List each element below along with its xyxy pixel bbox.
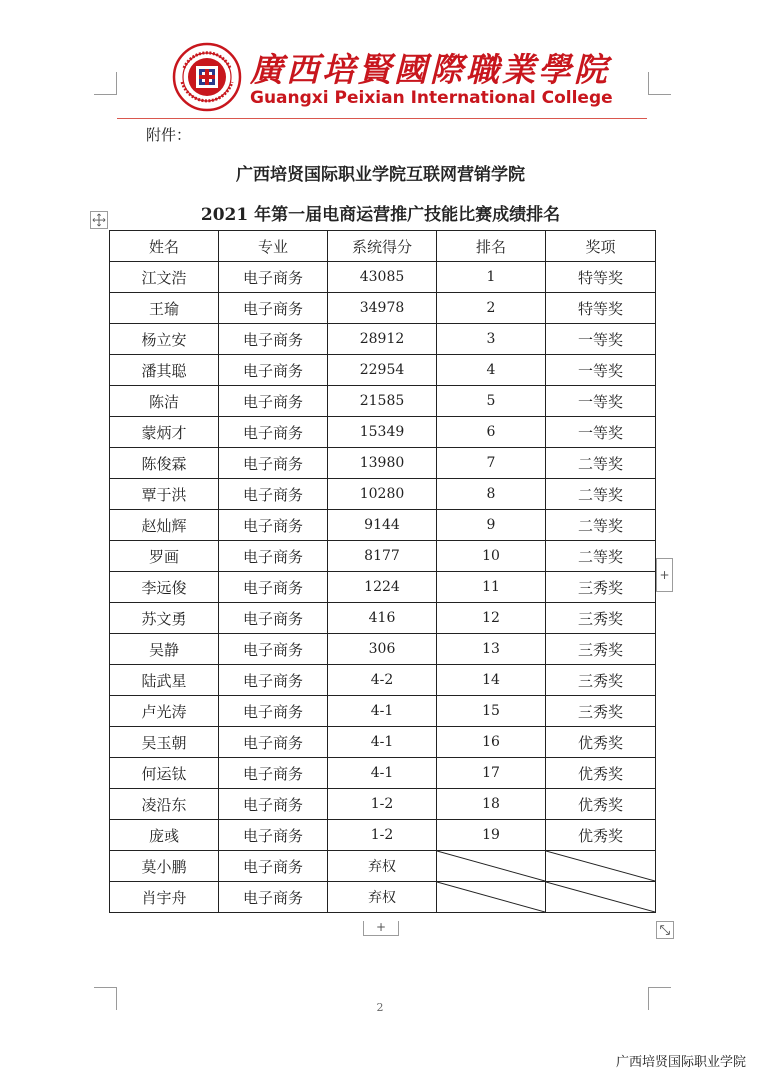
crop-mark-bottom-right [648,987,671,1010]
table-row [110,510,656,541]
diagonal-strike [546,882,655,912]
college-name-cn: 廣西培賢國際職業學院 [250,50,610,89]
cell-score: 1224 [328,572,437,603]
cell-rank: 2 [437,293,546,324]
cell-award: 优秀奖 [546,727,656,758]
cell-name: 蒙炳才 [110,417,219,448]
cell-award: 优秀奖 [546,820,656,851]
cell-name: 李远俊 [110,572,219,603]
cell-name: 何运钛 [110,758,219,789]
cell-rank: 8 [437,479,546,510]
header-major: 专业 [219,231,328,262]
cell-rank: 18 [437,789,546,820]
page-header [172,40,613,114]
table-row [110,417,656,448]
cell-major: 电子商务 [219,603,328,634]
cell-name: 江文浩 [110,262,219,293]
cell-name: 陈洁 [110,386,219,417]
cell-name: 莫小鹏 [110,851,219,882]
cell-major: 电子商务 [219,696,328,727]
header-rule [117,118,647,119]
footer-watermark-text: 广西培贤国际职业学院 [615,1055,746,1070]
cell-name: 吴静 [110,634,219,665]
cell-rank: 13 [437,634,546,665]
header-award: 奖项 [546,231,656,262]
crop-mark-top-right [648,72,671,95]
header-name: 姓名 [110,231,219,262]
cell-rank [437,882,546,913]
cell-score: 43085 [328,262,437,293]
cell-major: 电子商务 [219,479,328,510]
cell-score: 13980 [328,448,437,479]
cell-score: 10280 [328,479,437,510]
cell-rank: 17 [437,758,546,789]
header-rank: 排名 [437,231,546,262]
cell-award: 优秀奖 [546,789,656,820]
cell-award: 二等奖 [546,448,656,479]
cell-major: 电子商务 [219,386,328,417]
cell-award: 一等奖 [546,355,656,386]
cell-name: 潘其聪 [110,355,219,386]
cell-score: 9144 [328,510,437,541]
resize-icon [658,923,672,937]
cell-award: 特等奖 [546,293,656,324]
cell-score: 弃权 [328,851,437,882]
table-row [110,758,656,789]
cell-score: 弃权 [328,882,437,913]
cell-major: 电子商务 [219,572,328,603]
table-row [110,789,656,820]
cell-award: 一等奖 [546,324,656,355]
cell-score: 21585 [328,386,437,417]
cell-rank: 15 [437,696,546,727]
diagonal-strike [546,851,655,881]
cell-major: 电子商务 [219,789,328,820]
table-row [110,324,656,355]
table-row [110,479,656,510]
cell-major: 电子商务 [219,324,328,355]
cell-award [546,851,656,882]
crop-mark-bottom-left [94,987,117,1010]
cell-name: 陆武星 [110,665,219,696]
table-header-row [110,231,656,262]
cell-award: 一等奖 [546,417,656,448]
cell-rank: 14 [437,665,546,696]
cell-name: 陈俊霖 [110,448,219,479]
cell-major: 电子商务 [219,262,328,293]
cell-award: 二等奖 [546,510,656,541]
cell-award: 三秀奖 [546,696,656,727]
cell-name: 吴玉朝 [110,727,219,758]
cell-name: 庞彧 [110,820,219,851]
cell-score: 28912 [328,324,437,355]
add-row-button[interactable]: + [363,921,399,936]
cell-name: 肖宇舟 [110,882,219,913]
cell-major: 电子商务 [219,758,328,789]
cell-award: 一等奖 [546,386,656,417]
cell-award [546,882,656,913]
cell-major: 电子商务 [219,665,328,696]
cell-score: 34978 [328,293,437,324]
page-number: 2 [376,1001,384,1014]
cell-score: 4-1 [328,758,437,789]
table-row [110,820,656,851]
cell-major: 电子商务 [219,882,328,913]
cell-score: 4-2 [328,665,437,696]
cell-award: 优秀奖 [546,758,656,789]
table-move-handle[interactable] [90,211,108,229]
cell-award: 特等奖 [546,262,656,293]
cell-rank: 12 [437,603,546,634]
cell-major: 电子商务 [219,448,328,479]
diagonal-strike [437,851,545,881]
table-row [110,355,656,386]
cell-name: 苏文勇 [110,603,219,634]
cell-award: 二等奖 [546,479,656,510]
table-row [110,882,656,913]
table-row [110,262,656,293]
crop-mark-top-left [94,72,117,95]
table-row [110,572,656,603]
cell-award: 三秀奖 [546,634,656,665]
cell-name: 杨立安 [110,324,219,355]
table-row [110,665,656,696]
table-row [110,603,656,634]
cell-rank: 10 [437,541,546,572]
cell-major: 电子商务 [219,727,328,758]
cell-rank: 7 [437,448,546,479]
cell-rank [437,851,546,882]
table-row [110,851,656,882]
cell-major: 电子商务 [219,355,328,386]
diagonal-strike [437,882,545,912]
cell-score: 1-2 [328,820,437,851]
cell-award: 二等奖 [546,541,656,572]
cell-major: 电子商务 [219,851,328,882]
cell-major: 电子商务 [219,510,328,541]
cell-rank: 6 [437,417,546,448]
document-title-line2: 2021 年第一届电商运营推广技能比赛成绩排名 [200,205,561,225]
cell-rank: 16 [437,727,546,758]
cell-major: 电子商务 [219,820,328,851]
header-score: 系统得分 [328,231,437,262]
cell-name: 王瑜 [110,293,219,324]
table-row [110,696,656,727]
table-resize-handle[interactable] [656,921,674,939]
cell-name: 覃于洪 [110,479,219,510]
cell-rank: 19 [437,820,546,851]
cell-name: 赵灿辉 [110,510,219,541]
cell-score: 1-2 [328,789,437,820]
cell-name: 卢光涛 [110,696,219,727]
attachment-label: 附件： [146,126,192,144]
cell-award: 三秀奖 [546,603,656,634]
cell-score: 15349 [328,417,437,448]
cell-score: 4-1 [328,727,437,758]
document-title-line1: 广西培贤国际职业学院互联网营销学院 [236,165,525,185]
cell-score: 306 [328,634,437,665]
table-row [110,293,656,324]
cell-score: 4-1 [328,696,437,727]
cell-major: 电子商务 [219,634,328,665]
table-row [110,727,656,758]
cell-major: 电子商务 [219,541,328,572]
cell-name: 凌沿东 [110,789,219,820]
college-name-en: Guangxi Peixian International College [250,88,613,108]
results-table [109,230,656,913]
cell-rank: 1 [437,262,546,293]
table-row [110,634,656,665]
cell-rank: 11 [437,572,546,603]
cell-rank: 9 [437,510,546,541]
cell-score: 416 [328,603,437,634]
cell-award: 三秀奖 [546,665,656,696]
cell-major: 电子商务 [219,417,328,448]
add-column-button[interactable]: + [656,558,673,592]
table-row [110,386,656,417]
cell-score: 22954 [328,355,437,386]
cell-major: 电子商务 [219,293,328,324]
cell-score: 8177 [328,541,437,572]
table-row [110,448,656,479]
cell-award: 三秀奖 [546,572,656,603]
cell-name: 罗画 [110,541,219,572]
move-icon [92,213,106,227]
cell-rank: 5 [437,386,546,417]
college-seal-logo [172,42,242,112]
table-row [110,541,656,572]
cell-rank: 3 [437,324,546,355]
cell-rank: 4 [437,355,546,386]
